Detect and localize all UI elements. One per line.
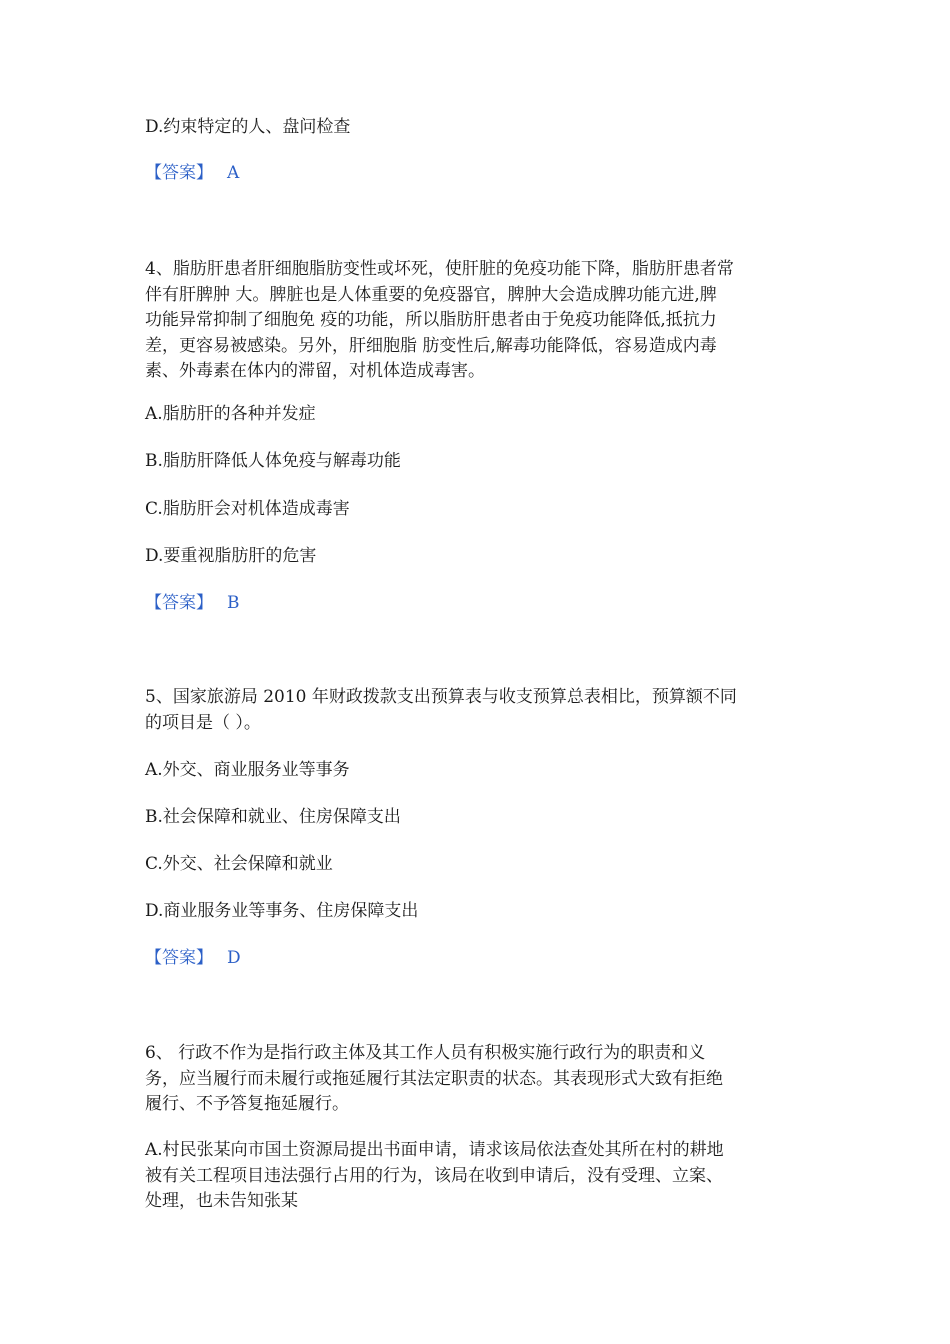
- q4-stem-line: 素、外毒素在体内的滞留，对机体造成毒害。: [145, 361, 485, 381]
- q4-stem-line: 4、脂肪肝患者肝细胞脂肪变性或坏死，使肝脏的免疫功能下降，脂肪肝患者常: [145, 259, 734, 279]
- q6-option-a-line: 被有关工程项目违法强行占用的行为，该局在收到申请后，没有受理、立案、: [145, 1165, 723, 1186]
- q6-stem: [145, 1041, 815, 1118]
- q4-option-d: D.要重视脂肪肝的危害: [145, 546, 317, 566]
- q4-stem-line: 差，更容易被感染。另外，肝细胞脂 肪变性后,解毒功能降低，容易造成内毒: [145, 335, 717, 356]
- q6-stem-line: 务，应当履行而未履行或拖延履行其法定职责的状态。其表现形式大致有拒绝: [145, 1068, 723, 1089]
- q6-stem-line: 履行、不予答复拖延履行。: [145, 1094, 349, 1114]
- q5-stem-line: 5、国家旅游局 2010 年财政拨款支出预算表与收支预算总表相比，预算额不同: [145, 687, 737, 707]
- q6-option-a-line: A.村民张某向市国土资源局提出书面申请，请求该局依法查处其所在村的耕地: [145, 1140, 724, 1160]
- q3-answer-label: 【答案】: [145, 163, 213, 183]
- q6-stem-line: 6、 行政不作为是指行政主体及其工作人员有积极实施行政行为的职责和义: [145, 1043, 706, 1063]
- q3-option-d: D.约束特定的人、盘问检查: [145, 117, 351, 137]
- q4-option-c: C.脂肪肝会对机体造成毒害: [145, 499, 350, 519]
- q4-option-b: B.脂肪肝降低人体免疫与解毒功能: [145, 451, 401, 471]
- q4-option-a: A.脂肪肝的各种并发症: [145, 404, 316, 424]
- q4-answer-value: B: [227, 593, 240, 613]
- q4-stem: [145, 257, 815, 385]
- q5-answer: [145, 945, 815, 971]
- q6-option-a-line: 处理，也未告知张某: [145, 1191, 298, 1211]
- q5-stem-line: 的项目是（ ）。: [145, 712, 261, 733]
- q3-answer: [145, 160, 815, 186]
- q5-option-b: B.社会保障和就业、住房保障支出: [145, 807, 401, 827]
- q4-stem-line: 功能异常抑制了细胞免 疫的功能，所以脂肪肝患者由于免疫功能降低,抵抗力: [145, 310, 717, 330]
- q4-answer-label: 【答案】: [145, 593, 213, 613]
- q5-stem: [145, 685, 815, 736]
- q5-option-c: C.外交、社会保障和就业: [145, 854, 333, 874]
- q5-answer-label: 【答案】: [145, 948, 213, 968]
- q5-answer-value: D: [227, 948, 241, 968]
- q3-answer-value: A: [227, 163, 240, 183]
- q4-answer: [145, 590, 815, 616]
- q4-stem-line: 伴有肝脾肿 大。脾脏也是人体重要的免疫器官，脾肿大会造成脾功能亢进,脾: [145, 284, 717, 305]
- q6-option-a: [145, 1138, 815, 1215]
- q5-option-a: A.外交、商业服务业等事务: [145, 760, 350, 780]
- q5-option-d: D.商业服务业等事务、住房保障支出: [145, 901, 419, 921]
